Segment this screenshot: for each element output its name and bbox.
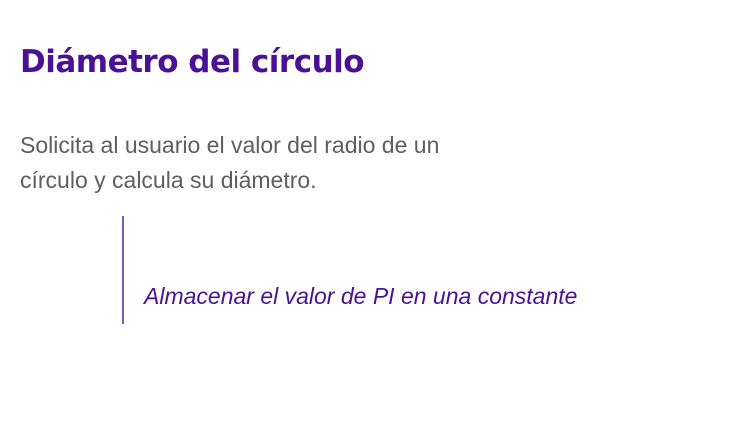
- description-line-2: círculo y calcula su diámetro.: [20, 167, 317, 193]
- callout-accent-bar: [122, 216, 124, 324]
- page-title: Diámetro del círculo: [20, 44, 365, 80]
- description-paragraph: [20, 128, 580, 198]
- description-line-1: Solicita al usuario el valor del radio de un: [20, 132, 440, 158]
- callout-note: Almacenar el valor de PI en una constante: [144, 283, 578, 309]
